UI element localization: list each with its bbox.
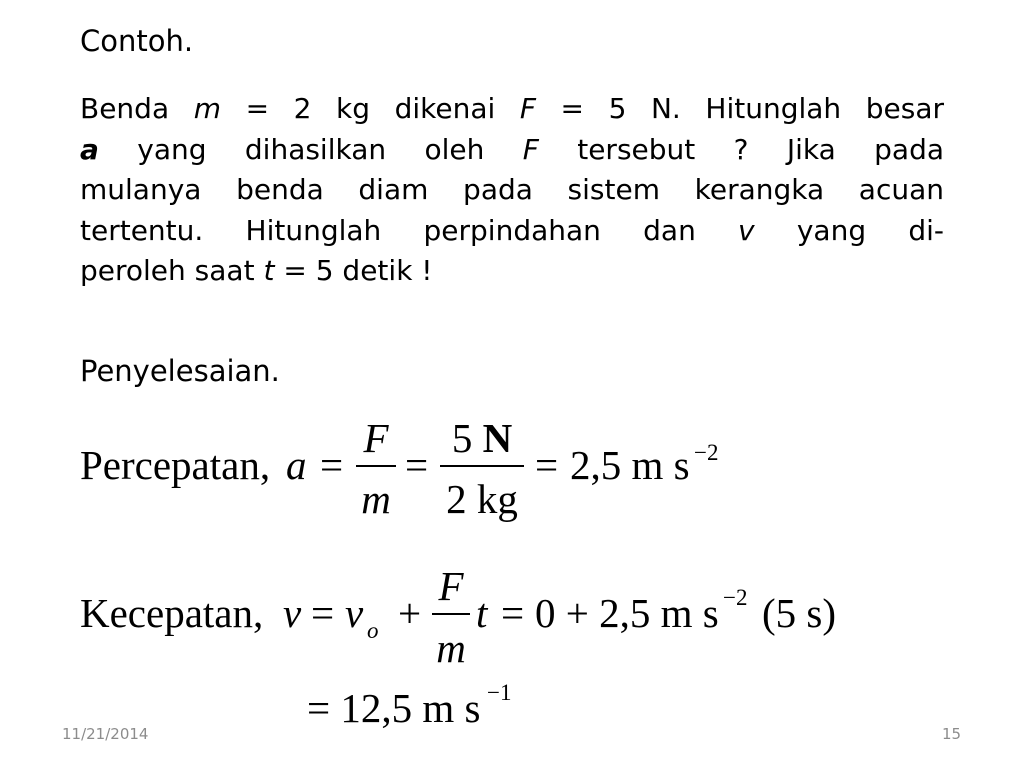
eq2-v0: v [345, 590, 364, 636]
eq2-t: t [476, 590, 488, 636]
eq2-plus: + [398, 590, 422, 636]
solution-heading: Penyelesaian. [80, 354, 280, 388]
eq2-denominator: m [436, 625, 466, 671]
problem-line: peroleh saat t = 5 detik ! [80, 254, 433, 288]
eq2-label: Kecepatan, [80, 590, 264, 636]
eq2-exponent: −2 [723, 585, 748, 610]
eq1-label: Percepatan, [80, 442, 271, 488]
slide-title: Contoh. [80, 24, 194, 58]
eq2-equals: = [311, 590, 335, 636]
eq1-den2: 2 kg [446, 476, 518, 522]
footer-date: 11/21/2014 [62, 725, 149, 743]
eq2-rhs-tail: (5 s) [762, 590, 837, 636]
eq1-exponent: −2 [694, 440, 719, 465]
eq2-fraction-bar [432, 613, 470, 615]
eq1-num2-unit: N [482, 415, 513, 461]
eq1-fraction-bar-2 [440, 465, 524, 467]
footer-page-number: 15 [942, 725, 962, 743]
problem-line: tertentu. Hitunglah perpindahan dan v yang di- [80, 213, 944, 247]
eq2-equals-2: = [501, 590, 525, 636]
eq2-v0-subscript: o [367, 618, 379, 643]
eq3-exponent: −1 [487, 680, 512, 705]
problem-line: a yang dihasilkan oleh F tersebut ? Jika pada [80, 132, 944, 166]
eq1-numerator: F [363, 415, 389, 461]
problem-statement [80, 89, 944, 292]
eq1-result: 2,5 m s [570, 442, 690, 488]
eq1-var: a [286, 442, 307, 488]
eq3-expression: = 12,5 m s [307, 685, 481, 731]
eq2-rhs: 0 + 2,5 m s [535, 590, 719, 636]
eq1-num2-value: 5 [451, 415, 473, 461]
eq2-var: v [283, 590, 302, 636]
eq1-equals: = [320, 442, 344, 488]
eq1-fraction-bar [356, 465, 396, 467]
eq1-denominator: m [361, 476, 391, 522]
eq1-equals-3: = [535, 442, 559, 488]
eq1-equals-2: = [405, 442, 429, 488]
problem-line: Benda m = 2 kg dikenai F = 5 N. Hitunglah besar [80, 92, 944, 125]
problem-line: mulanya benda diam pada sistem kerangka acuan [80, 173, 944, 207]
eq2-numerator: F [438, 563, 464, 609]
